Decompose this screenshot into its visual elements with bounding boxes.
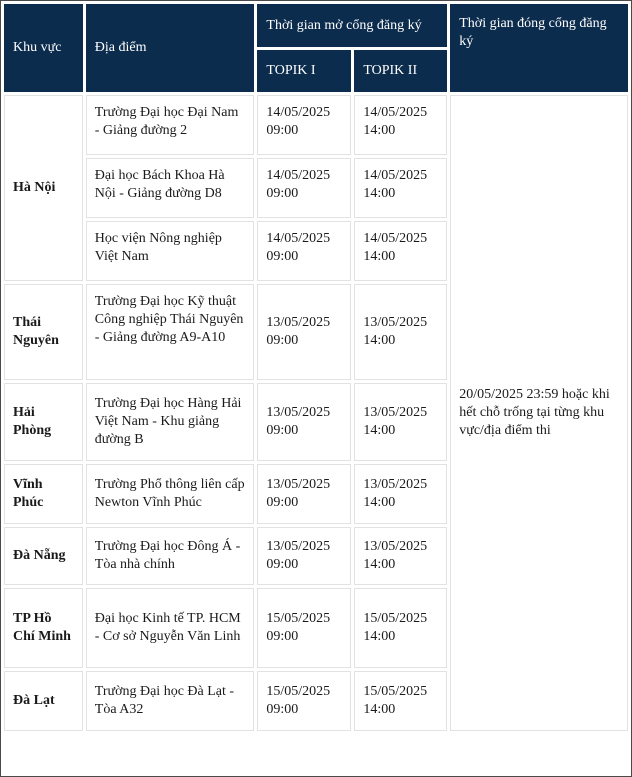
topik1-date: 13/05/2025 (266, 539, 331, 554)
region-cell: TP Hồ Chí Minh (4, 588, 83, 668)
region-cell: Vĩnh Phúc (4, 464, 83, 524)
header-region: Khu vực (4, 4, 83, 92)
location-cell: Trường Đại học Đông Á - Tòa nhà chính (86, 527, 255, 585)
topik1-cell (257, 221, 351, 281)
topik2-cell (354, 671, 447, 731)
topik1-time: 09:00 (266, 495, 299, 510)
topik1-date: 15/05/2025 (266, 684, 331, 699)
region-cell: Thái Nguyên (4, 284, 83, 380)
region-cell: Đà Lạt (4, 671, 83, 731)
topik2-date: 14/05/2025 (363, 105, 428, 120)
topik2-cell (354, 284, 447, 380)
topik2-cell (354, 158, 447, 218)
topik2-cell (354, 95, 447, 155)
topik2-time: 14:00 (363, 557, 396, 572)
topik1-date: 14/05/2025 (266, 231, 331, 246)
topik2-cell (354, 527, 447, 585)
topik1-cell (257, 671, 351, 731)
topik1-time: 09:00 (266, 186, 299, 201)
header-open-time: Thời gian mở cổng đăng ký (257, 4, 447, 47)
topik2-time: 14:00 (363, 333, 396, 348)
header-topik-1: TOPIK I (257, 50, 351, 92)
close-time-cell: 20/05/2025 23:59 hoặc khi hết chỗ trống tại từng khu vực/địa điểm thi (450, 95, 628, 731)
schedule-table (1, 1, 631, 734)
topik2-cell (354, 588, 447, 668)
topik2-date: 13/05/2025 (363, 405, 428, 420)
region-cell: Đà Nẵng (4, 527, 83, 585)
topik1-date: 15/05/2025 (266, 611, 331, 626)
header-close-time: Thời gian đóng cổng đăng ký (450, 4, 628, 92)
topik1-cell (257, 527, 351, 585)
topik1-cell (257, 95, 351, 155)
region-cell: Hà Nội (4, 95, 83, 281)
region-cell: Hải Phòng (4, 383, 83, 461)
topik1-time: 09:00 (266, 702, 299, 717)
topik2-date: 14/05/2025 (363, 168, 428, 183)
topik2-date: 13/05/2025 (363, 477, 428, 492)
topik2-cell (354, 464, 447, 524)
topik1-date: 14/05/2025 (266, 105, 331, 120)
topik1-date: 13/05/2025 (266, 405, 331, 420)
topik2-time: 14:00 (363, 702, 396, 717)
topik2-date: 15/05/2025 (363, 611, 428, 626)
location-cell: Trường Phổ thông liên cấp Newton Vĩnh Phúc (86, 464, 255, 524)
topik1-cell (257, 464, 351, 524)
topik1-cell (257, 158, 351, 218)
topik1-time: 09:00 (266, 629, 299, 644)
topik2-date: 13/05/2025 (363, 315, 428, 330)
location-cell: Học viện Nông nghiệp Việt Nam (86, 221, 255, 281)
topik2-time: 14:00 (363, 495, 396, 510)
topik2-time: 14:00 (363, 423, 396, 438)
topik1-time: 09:00 (266, 557, 299, 572)
topik1-cell (257, 284, 351, 380)
topik1-time: 09:00 (266, 423, 299, 438)
location-cell: Đại học Bách Khoa Hà Nội - Giảng đường D8 (86, 158, 255, 218)
topik1-time: 09:00 (266, 249, 299, 264)
location-cell: Trường Đại học Đà Lạt - Tòa A32 (86, 671, 255, 731)
topik1-date: 13/05/2025 (266, 315, 331, 330)
topik2-cell (354, 383, 447, 461)
topik2-time: 14:00 (363, 186, 396, 201)
topik1-cell (257, 588, 351, 668)
topik1-date: 13/05/2025 (266, 477, 331, 492)
topik2-cell (354, 221, 447, 281)
topik1-date: 14/05/2025 (266, 168, 331, 183)
header-location: Địa điểm (86, 4, 255, 92)
topik2-date: 13/05/2025 (363, 539, 428, 554)
topik2-date: 14/05/2025 (363, 231, 428, 246)
location-cell: Trường Đại học Kỹ thuật Công nghiệp Thái Nguyên - Giảng đường A9-A10 (86, 284, 255, 380)
topik1-time: 09:00 (266, 123, 299, 138)
header-topik-2: TOPIK II (354, 50, 447, 92)
topik2-time: 14:00 (363, 629, 396, 644)
topik2-time: 14:00 (363, 249, 396, 264)
location-cell: Trường Đại học Hàng Hải Việt Nam - Khu giảng đường B (86, 383, 255, 461)
topik1-time: 09:00 (266, 333, 299, 348)
location-cell: Trường Đại học Đại Nam - Giảng đường 2 (86, 95, 255, 155)
topik2-time: 14:00 (363, 123, 396, 138)
location-cell: Đại học Kinh tế TP. HCM - Cơ sở Nguyễn Văn Linh (86, 588, 255, 668)
topik1-cell (257, 383, 351, 461)
topik2-date: 15/05/2025 (363, 684, 428, 699)
